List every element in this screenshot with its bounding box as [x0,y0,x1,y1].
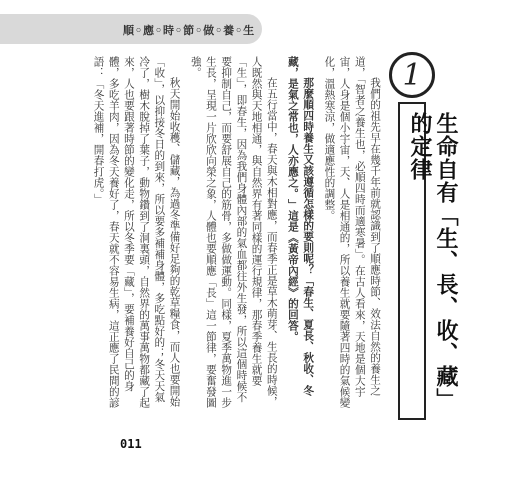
paragraph-1: 我們的祖先早在幾千年前就認識到了順應時節、效法自然的養生之道，「智者之養生也，必順四時而適寒暑」。在古人看來，天地是個大宇宙，人身是個小宇宙，天、人是相通的，所以養生就要隨著四時的氣候變化，溫熱寒涼，做適應性的調整。 [323,56,381,408]
paragraph-2-bold: 那麼順四時養生又該遵循怎樣的要則呢？「春生、夏長、秋收、冬藏，是氣之常也，人亦應之。」這是《黃帝內經》的回答。 [286,56,315,397]
chapter-title-block [389,52,458,420]
chapter-title: 生命自有「生、長、收、藏」的定律 [407,112,458,411]
running-header: 順◦應◦時◦節◦做◦養◦生 [123,24,256,37]
paragraph-2 [285,56,315,410]
page-number: 011 [120,437,142,451]
body-text [92,56,382,410]
paragraph-4: 秋天開始收穫、儲藏，為過冬準備好足夠的乾草糧食，而人也要開始「收」，以抑接冬日的到來，所以要多補補身體，多吃點好的；冬天天氣冷了，樹木脫掉了葉子，動物鑽到了洞裏頭，自然界的萬事萬物都藏了起來，人也要跟著時節的變化走，所以冬季要「藏」，要補養好自己的身體，多吃羊肉，因為冬天養好了，春天就不容易生病，這正應了民間的諺語：「冬天進補，開春打虎。」 [92,56,181,408]
chapter-number-badge: 1 [389,52,435,98]
paragraph-3: 在五行當中，春天與木相對應，而春季正是草木萌芽、生長的時候，人既然與天地相通，與自然界有著同樣的運行規律，那春季養生就要「生」，即春生，因為我們身體內部的氣血都往外生發，所以這個時候不要抑制自己，而要舒展自己的筋骨，多做做運動。同樣，夏季萬物進一步生長，呈現一片欣欣向榮之象，人體也要順應「長」這一節律，要奮發圖強。 [189,56,278,408]
